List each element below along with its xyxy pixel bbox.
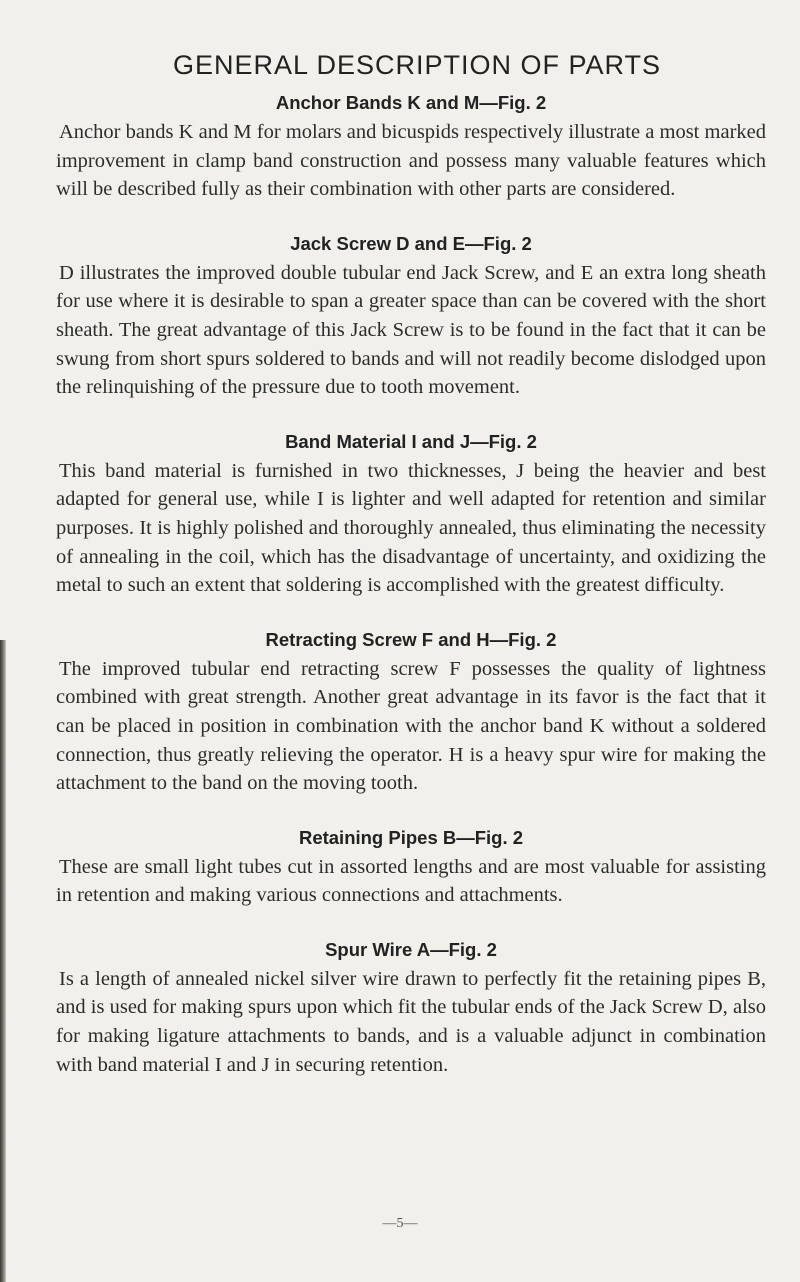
section-band-material bbox=[56, 428, 766, 600]
section-jack-screw bbox=[56, 230, 766, 402]
page-binding-edge bbox=[0, 640, 6, 1282]
section-heading: Spur Wire A—Fig. 2 bbox=[325, 938, 497, 960]
section-body: These are small light tubes cut in assorted lengths and are most valuable for assisting in retention and making various connections and attachments. bbox=[56, 855, 766, 907]
section-body: D illustrates the improved double tubular end Jack Screw, and E an extra long sheath for use where it is desirable to span a greater space than can be covered with the short sheath. The great advantage of this Jack Screw is to be found in the fact that it can be swung from short spurs soldered to bands and will not readily become dislodged upon the relinquishing of the pressure due to tooth movement. bbox=[56, 261, 766, 399]
document-page bbox=[56, 40, 766, 1079]
section-heading: Retracting Screw F and H—Fig. 2 bbox=[265, 628, 557, 650]
section-body: This band material is furnished in two thicknesses, J being the heavier and best adapted for general use, while I is lighter and well adapted for retention and similar purposes. It is highly polished and thoroughly annealed, thus eliminating the necessity of annealing in the coil, which has the disadvantage of uncertainty, and oxidizing the metal to such an extent that soldering is accomplished with the greatest difficulty. bbox=[56, 459, 766, 597]
section-body: Anchor bands K and M for molars and bicuspids respectively illustrate a most marked improvement in clamp band construction and possess many valuable features which will be described fully as their combination with other parts are considered. bbox=[56, 121, 766, 201]
section-heading: Band Material I and J—Fig. 2 bbox=[285, 430, 537, 452]
page-title: GENERAL DESCRIPTION OF PARTS bbox=[172, 50, 662, 80]
section-retracting-screw bbox=[56, 626, 766, 798]
section-anchor-bands bbox=[56, 89, 766, 204]
section-spur-wire bbox=[56, 936, 766, 1079]
section-body: Is a length of annealed nickel silver wire drawn to perfectly fit the retaining pipes B, and is used for making spurs upon which fit the tubular ends of the Jack Screw D, also for making ligature attachments to bands, and is a valuable adjunct in combination with band material I and J in securing retention. bbox=[56, 967, 766, 1076]
section-retaining-pipes bbox=[56, 824, 766, 910]
section-heading: Anchor Bands K and M—Fig. 2 bbox=[275, 92, 547, 113]
section-heading: Jack Screw D and E—Fig. 2 bbox=[290, 232, 532, 254]
section-body: The improved tubular end retracting screw F possesses the quality of lightness combined with great strength. Another great advantage in its favor is the fact that it can be placed in position in combination with the anchor band K without a soldered connection, thus greatly relieving the operator. H is a heavy spur wire for making the attachment to the band on the moving tooth. bbox=[56, 657, 766, 795]
page-number: —5— bbox=[382, 1216, 418, 1231]
section-heading: Retaining Pipes B—Fig. 2 bbox=[298, 826, 524, 848]
